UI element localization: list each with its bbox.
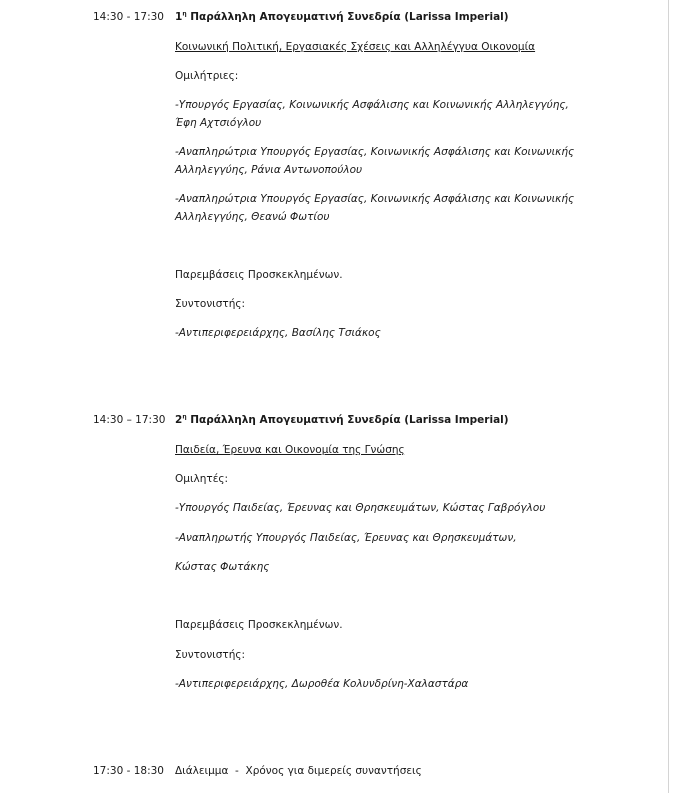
- session2-interventions: Παρεμβάσεις Προσκεκλημένων.: [175, 619, 343, 631]
- session1-ordinal: 1: [175, 11, 183, 23]
- session1-speakers-label: Ομιλήτριες:: [175, 70, 239, 82]
- session2-speaker2-line2: Κώστας Φωτάκης: [175, 561, 270, 573]
- session1-moderator-label: Συντονιστής:: [175, 298, 246, 310]
- session2-title: [175, 413, 509, 427]
- session1-ordinal-sup: η: [182, 10, 187, 18]
- session1-speaker2-line1: -Αναπληρώτρια Υπουργός Εργασίας, Κοινωνικής Ασφάλισης και Κοινωνικής: [175, 146, 575, 158]
- session1-time: 14:30 - 17:30: [93, 11, 164, 23]
- session1-title: [175, 10, 509, 24]
- session2-speakers-label: Ομιλητές:: [175, 473, 229, 485]
- session2-speaker2-line1: -Αναπληρωτής Υπουργός Παιδείας, Έρευνας και Θρησκευμάτων,: [175, 532, 517, 544]
- page-edge: [668, 0, 669, 793]
- session2-topic: Παιδεία, Έρευνα και Οικονομία της Γνώσης: [175, 444, 405, 456]
- session2-moderator-label: Συντονιστής:: [175, 649, 246, 661]
- break-time: 17:30 - 18:30: [93, 765, 164, 777]
- session1-topic: Κοινωνική Πολιτική, Εργασιακές Σχέσεις και Αλληλέγγυα Οικονομία: [175, 41, 536, 53]
- session2-speaker1: -Υπουργός Παιδείας, Έρευνας και Θρησκευμάτων, Κώστας Γαβρόγλου: [175, 502, 546, 514]
- session1-speaker1-line2: Έφη Αχτσιόγλου: [175, 117, 262, 129]
- session1-moderator: -Αντιπεριφερειάρχης, Βασίλης Τσιάκος: [175, 327, 381, 339]
- session2-ordinal-sup: η: [182, 413, 187, 421]
- session2-ordinal: 2: [175, 414, 183, 426]
- session2-time: 14:30 – 17:30: [93, 414, 166, 426]
- session2-moderator: -Αντιπεριφερειάρχης, Δωροθέα Κολυνδρίνη-Χαλαστάρα: [175, 678, 469, 690]
- session1-speaker3-line1: -Αναπληρώτρια Υπουργός Εργασίας, Κοινωνικής Ασφάλισης και Κοινωνικής: [175, 193, 575, 205]
- session2-title-text: Παράλληλη Απογευματινή Συνεδρία (Larissa Imperial): [186, 414, 509, 426]
- session1-speaker1-line1: -Υπουργός Εργασίας, Κοινωνικής Ασφάλισης και Κοινωνικής Αλληλεγγύης,: [175, 99, 569, 111]
- session1-title-text: Παράλληλη Απογευματινή Συνεδρία (Larissa Imperial): [186, 11, 509, 23]
- session1-speaker3-line2: Αλληλεγγύης, Θεανώ Φωτίου: [175, 211, 330, 223]
- session1-interventions: Παρεμβάσεις Προσκεκλημένων.: [175, 269, 343, 281]
- session1-speaker2-line2: Αλληλεγγύης, Ράνια Αντωνοπούλου: [175, 164, 363, 176]
- break-text: Διάλειμμα - Χρόνος για διμερείς συναντήσεις: [175, 765, 422, 777]
